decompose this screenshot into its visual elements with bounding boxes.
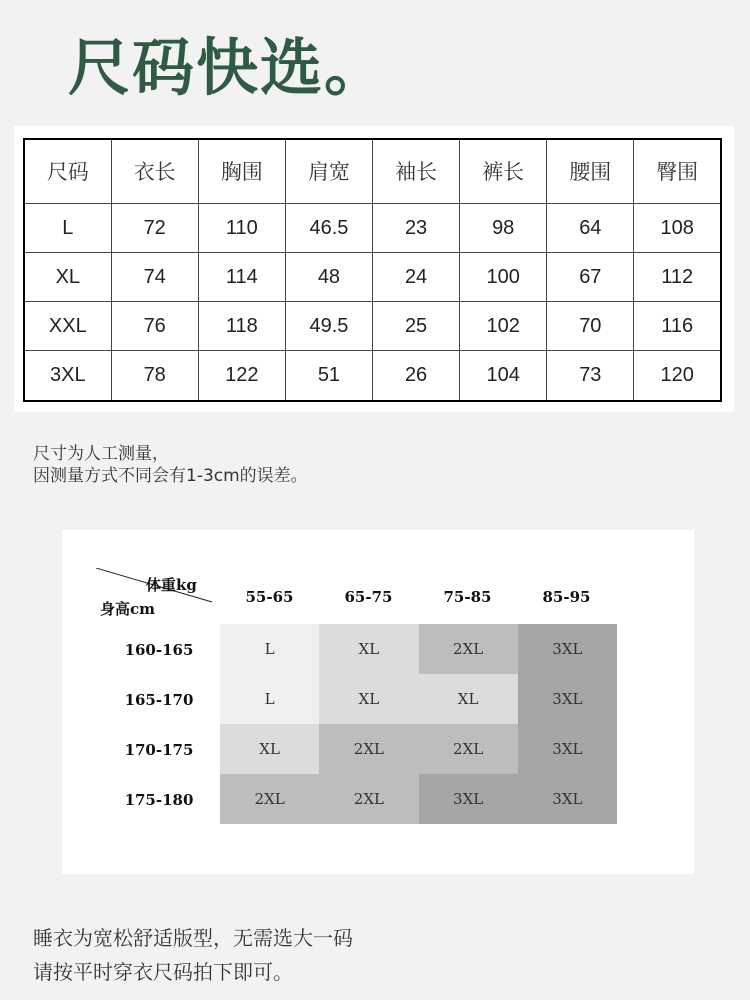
recommended-size-cell: 2XL xyxy=(419,724,518,774)
table-cell: 100 xyxy=(460,253,547,302)
page-title: 尺码快选。 xyxy=(68,31,389,104)
table-cell: XXL xyxy=(24,302,111,351)
recommended-size-cell: XL xyxy=(319,674,418,724)
size-table xyxy=(23,138,722,402)
table-cell: XL xyxy=(24,253,111,302)
table-row xyxy=(24,351,721,401)
table-cell: 64 xyxy=(547,203,634,252)
table-row xyxy=(24,203,721,252)
measurement-note-line-2: 因测量方式不同会有1-3cm的误差。 xyxy=(33,466,308,486)
table-cell: 122 xyxy=(198,351,285,401)
recommended-size-cell: 3XL xyxy=(518,674,617,724)
header-cell: 袖长 xyxy=(373,139,460,203)
fit-advice-line-2: 请按平时穿衣尺码拍下即可。 xyxy=(33,960,293,984)
table-cell: 25 xyxy=(373,302,460,351)
weight-axis-label: 体重kg xyxy=(146,576,197,594)
table-cell: 73 xyxy=(547,351,634,401)
recommended-size-cell: 3XL xyxy=(419,774,518,824)
header-cell: 臀围 xyxy=(634,139,721,203)
table-cell: 76 xyxy=(111,302,198,351)
table-cell: 67 xyxy=(547,253,634,302)
table-row xyxy=(24,302,721,351)
fit-advice-line-1: 睡衣为宽松舒适版型，无需选大一码 xyxy=(33,926,353,950)
recommended-size-cell: L xyxy=(220,674,319,724)
header-cell: 衣长 xyxy=(111,139,198,203)
height-range-header: 165-170 xyxy=(124,691,194,709)
height-axis-label: 身高cm xyxy=(100,600,156,618)
size-table-header-row xyxy=(24,139,721,203)
table-cell: 70 xyxy=(547,302,634,351)
header-cell: 尺码 xyxy=(24,139,111,203)
table-cell: 98 xyxy=(460,203,547,252)
table-row xyxy=(24,253,721,302)
measurement-note-line-1: 尺寸为人工测量， xyxy=(33,444,169,464)
recommended-size-cell: 2XL xyxy=(419,624,518,674)
table-cell: 102 xyxy=(460,302,547,351)
table-cell: 108 xyxy=(634,203,721,252)
table-cell: 118 xyxy=(198,302,285,351)
weight-range-header: 75-85 xyxy=(443,588,492,606)
table-cell: 120 xyxy=(634,351,721,401)
table-cell: 78 xyxy=(111,351,198,401)
weight-range-header: 85-95 xyxy=(542,588,591,606)
table-cell: 112 xyxy=(634,253,721,302)
table-cell: 116 xyxy=(634,302,721,351)
table-cell: 46.5 xyxy=(285,203,372,252)
table-cell: 104 xyxy=(460,351,547,401)
recommended-size-cell: 3XL xyxy=(518,724,617,774)
table-cell: 49.5 xyxy=(285,302,372,351)
header-cell: 腰围 xyxy=(547,139,634,203)
height-range-header: 175-180 xyxy=(124,791,194,809)
table-cell: 3XL xyxy=(24,351,111,401)
table-cell: 48 xyxy=(285,253,372,302)
header-cell: 裤长 xyxy=(460,139,547,203)
size-recommendation-grid xyxy=(220,624,617,824)
header-cell: 肩宽 xyxy=(285,139,372,203)
recommended-size-cell: L xyxy=(220,624,319,674)
table-cell: 26 xyxy=(373,351,460,401)
recommended-size-cell: 3XL xyxy=(518,774,617,824)
table-cell: 72 xyxy=(111,203,198,252)
weight-range-header: 55-65 xyxy=(245,588,294,606)
table-cell: 74 xyxy=(111,253,198,302)
height-range-header: 170-175 xyxy=(124,741,194,759)
recommended-size-cell: 2XL xyxy=(319,724,418,774)
recommended-size-cell: 2XL xyxy=(319,774,418,824)
recommended-size-cell: XL xyxy=(419,674,518,724)
header-cell: 胸围 xyxy=(198,139,285,203)
table-cell: 110 xyxy=(198,203,285,252)
height-range-header: 160-165 xyxy=(124,641,194,659)
recommended-size-cell: 3XL xyxy=(518,624,617,674)
table-cell: L xyxy=(24,203,111,252)
recommended-size-cell: XL xyxy=(319,624,418,674)
recommended-size-cell: XL xyxy=(220,724,319,774)
table-cell: 24 xyxy=(373,253,460,302)
weight-range-header: 65-75 xyxy=(344,588,393,606)
table-cell: 23 xyxy=(373,203,460,252)
recommended-size-cell: 2XL xyxy=(220,774,319,824)
table-cell: 51 xyxy=(285,351,372,401)
table-cell: 114 xyxy=(198,253,285,302)
